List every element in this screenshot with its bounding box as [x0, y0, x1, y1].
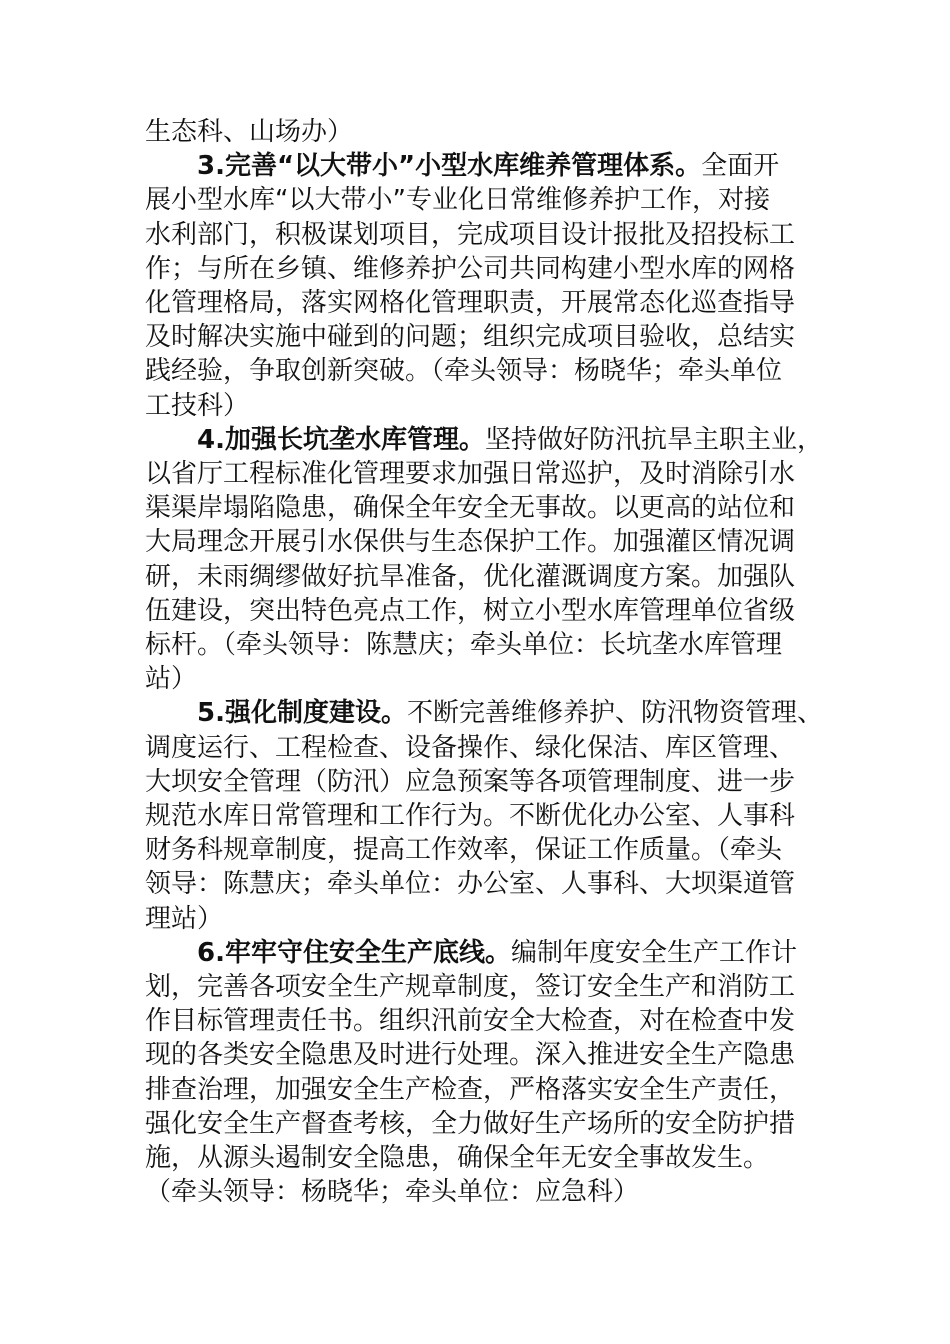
- item-heading: 6.牢牢守住安全生产底线。: [197, 937, 511, 968]
- text-line: [145, 1141, 825, 1175]
- body-text: 展小型水库“以大带小”专业化日常维修养护工作，对接: [145, 185, 770, 216]
- text-line: [145, 696, 825, 730]
- text-line: [145, 286, 825, 320]
- text-line: [145, 662, 825, 696]
- body-text: 调度运行、工程检查、设备操作、绿化保洁、库区管理、: [145, 732, 796, 763]
- body-text: 财务科规章制度，提高工作效率，保证工作质量。（牵头: [145, 835, 783, 866]
- body-text: 理站）: [145, 903, 224, 934]
- text-line: [145, 525, 825, 559]
- body-text: 生态科、山场办）: [145, 117, 354, 147]
- body-text: 作；与所在乡镇、维修养护公司共同构建小型水库的网格: [145, 253, 796, 284]
- body-text: 化管理格局，落实网格化管理职责，开展常态化巡查指导: [145, 288, 796, 319]
- body-text: 强化安全生产督查考核，全力做好生产场所的安全防护措: [145, 1108, 796, 1139]
- text-line: [145, 491, 825, 525]
- body-text: 编制年度安全生产工作计: [510, 937, 797, 968]
- item-heading: 3.完善“以大带小”小型水库维养管理体系。: [197, 151, 702, 182]
- text-line: [145, 1107, 825, 1141]
- body-text: 及时解决实施中碰到的问题；组织完成项目验收，总结实: [145, 322, 796, 353]
- body-text: 现的各类安全隐患及时进行处理。深入推进安全生产隐患: [145, 1040, 796, 1071]
- body-text: 以省厅工程标准化管理要求加强日常巡护，及时消除引水: [145, 459, 796, 490]
- body-text: 站）: [145, 664, 198, 695]
- body-text: 标杆。（牵头领导：陈慧庆；牵头单位：长坑垄水库管理: [145, 630, 783, 661]
- body-text: 领导：陈慧庆；牵头单位：办公室、人事科、大坝渠道管: [145, 869, 796, 900]
- text-line: [145, 1038, 825, 1072]
- body-text: 大局理念开展引水保供与生态保护工作。加强灌区情况调: [145, 527, 796, 558]
- body-text: 工技科）: [145, 390, 250, 421]
- body-text: 作目标管理责任书。组织汛前安全大检查，对在检查中发: [145, 1006, 796, 1037]
- text-line: [145, 320, 825, 354]
- body-text: 伍建设，突出特色亮点工作，树立小型水库管理单位省级: [145, 595, 796, 626]
- text-line: [145, 115, 825, 149]
- text-line: [145, 594, 825, 628]
- text-line: [145, 1004, 825, 1038]
- body-text: 研，未雨绸缪做好抗旱准备，优化灌溉调度方案。加强队: [145, 561, 796, 592]
- item-heading: 4.加强长坑垄水库管理。: [197, 424, 485, 455]
- body-text: 坚持做好防汛抗旱主职主业，: [484, 424, 823, 455]
- text-line: [145, 183, 825, 217]
- text-line: [145, 149, 825, 183]
- text-line: [145, 457, 825, 491]
- text-line: [145, 765, 825, 799]
- text-line: [145, 799, 825, 833]
- text-line: [145, 252, 825, 286]
- paragraph-continuation: [145, 115, 825, 149]
- text-line: [145, 389, 825, 423]
- body-text: 施，从源头遏制安全隐患，确保全年无安全事故发生。: [145, 1143, 770, 1174]
- document-page: [145, 115, 825, 1210]
- body-text: 大坝安全管理（防汛）应急预案等各项管理制度、进一步: [145, 766, 796, 797]
- paragraph-item-5: [145, 696, 825, 935]
- body-text: 规范水库日常管理和工作行为。不断优化办公室、人事科: [145, 801, 796, 832]
- text-line: [145, 1175, 825, 1209]
- text-line: [145, 731, 825, 765]
- body-text: 不断完善维修养护、防汛物资管理、: [406, 698, 823, 729]
- paragraph-item-3: [145, 149, 825, 423]
- paragraph-item-6: [145, 936, 825, 1210]
- body-text: 全面开: [701, 151, 780, 182]
- body-text: 划，完善各项安全生产规章制度，签订安全生产和消防工: [145, 972, 796, 1003]
- text-line: [145, 867, 825, 901]
- body-text: 渠渠岸塌陷隐患，确保全年安全无事故。以更高的站位和: [145, 493, 796, 524]
- body-text: 践经验，争取创新突破。（牵头领导：杨晓华；牵头单位: [145, 356, 783, 387]
- text-line: [145, 1073, 825, 1107]
- text-line: [145, 902, 825, 936]
- text-line: [145, 970, 825, 1004]
- text-line: [145, 423, 825, 457]
- item-heading: 5.强化制度建设。: [197, 698, 407, 729]
- paragraph-item-4: [145, 423, 825, 697]
- body-text: 水利部门，积极谋划项目，完成项目设计报批及招投标工: [145, 219, 796, 250]
- text-line: [145, 354, 825, 388]
- text-line: [145, 560, 825, 594]
- text-line: [145, 936, 825, 970]
- text-line: [145, 628, 825, 662]
- body-text: 排查治理，加强安全生产检查，严格落实安全生产责任，: [145, 1074, 796, 1105]
- text-line: [145, 218, 825, 252]
- body-text: （牵头领导：杨晓华；牵头单位：应急科）: [145, 1177, 640, 1208]
- text-line: [145, 833, 825, 867]
